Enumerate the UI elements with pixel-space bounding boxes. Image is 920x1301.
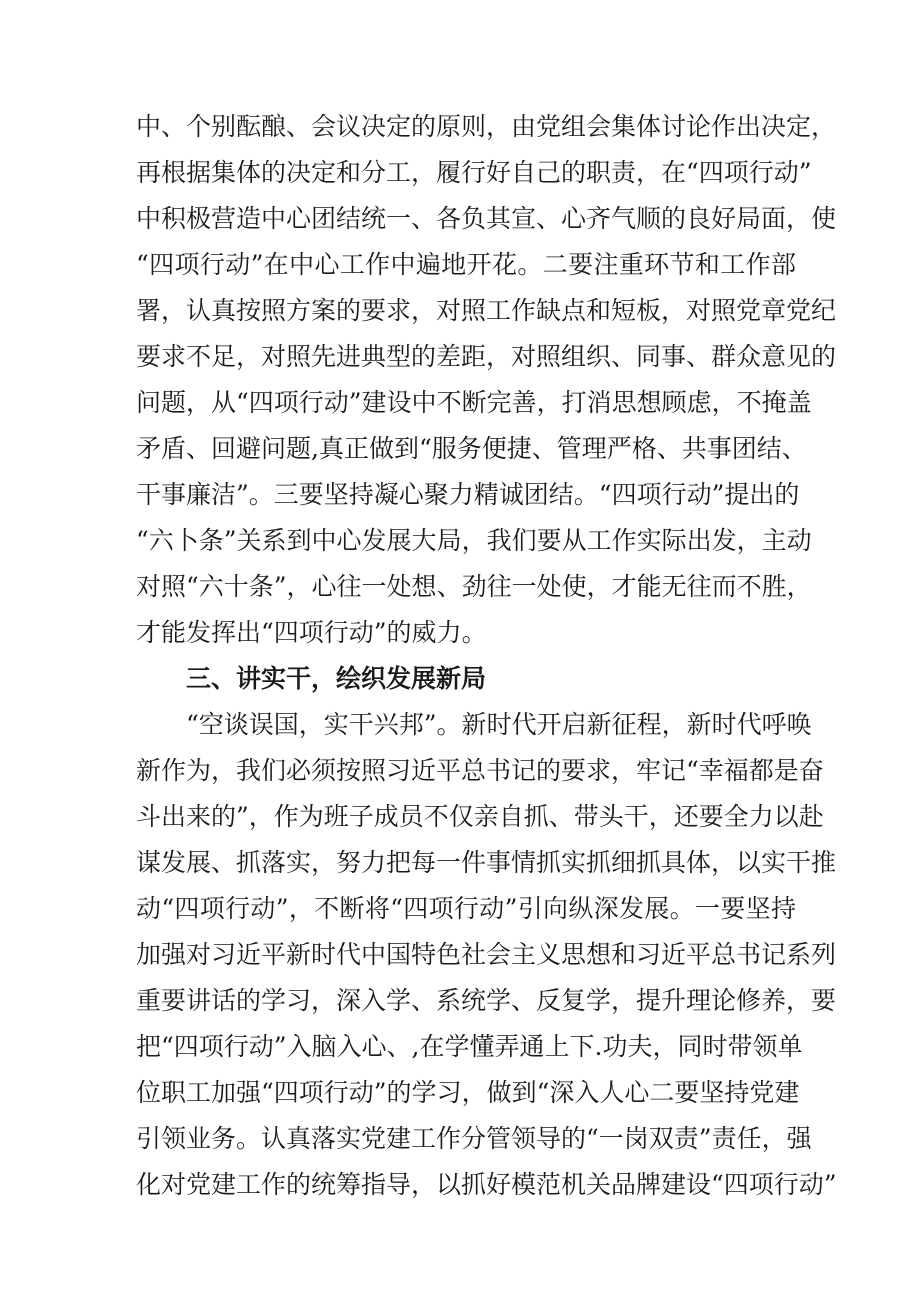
paragraph-2-line-1: “空谈误国，实干兴邦”。新时代开启新征程，新时代呼唤 bbox=[186, 710, 812, 739]
paragraph-1-line-1: 中、个别酝酿、会议决定的原则，由党组会集体讨论作出决定， bbox=[136, 112, 837, 141]
paragraph-1-line-2: 再根据集体的决定和分工，履行好自己的职责，在“四项行动” bbox=[136, 158, 812, 187]
paragraph-2-line-10: 引领业务。认真落实党建工作分管领导的“一岗双责”责任，强 bbox=[136, 1124, 812, 1153]
paragraph-1-line-5: 署，认真按照方案的要求，对照工作缺点和短板，对照党章党纪 bbox=[136, 296, 837, 325]
paragraph-2-line-5: 动“四项行动”，不断将“四项行动”引向纵深发展。一要坚持 bbox=[136, 894, 796, 923]
paragraph-2-line-3: 斗出来的”，作为班子成员不仅亲自抓、带头干，还要全力以赴 bbox=[136, 802, 824, 831]
paragraph-2-line-8: 把“四项行动”入脑入心、,在学懂弄通上下.功夫，同时带领单 bbox=[136, 1032, 803, 1061]
paragraph-2-line-7: 重要讲话的学习，深入学、系统学、反复学，提升理论修养，要 bbox=[136, 986, 837, 1015]
section-heading: 三、讲实干，绘织发展新局 bbox=[186, 664, 487, 693]
paragraph-1-line-4: “四项行动”在中心工作中遍地开花。二要注重环节和工作部 bbox=[136, 250, 796, 279]
paragraph-2-line-4: 谋发展、抓落实，努力把每一件事情抓实抓细抓具体，以实干推 bbox=[136, 848, 837, 877]
paragraph-2-line-2: 新作为，我们必须按照习近平总书记的要求，牢记“幸福都是奋 bbox=[136, 756, 824, 785]
paragraph-1-line-9: 干事廉洁”。三要坚持凝心聚力精诚团结。“四项行动”提出的 bbox=[136, 480, 800, 509]
paragraph-2-line-6: 加强对习近平新时代中国特色社会主义思想和习近平总书记系列 bbox=[136, 940, 837, 969]
paragraph-1-line-10: “六卜条”关系到中心发展大局，我们要从工作实际出发，主动 bbox=[136, 526, 812, 555]
paragraph-1-line-11: 对照“六十条”，心往一处想、劲往一处使，才能无往而不胜， bbox=[136, 572, 812, 601]
paragraph-2-line-11: 化对党建工作的统筹指导，以抓好模范机关品牌建设“四项行动” bbox=[136, 1170, 837, 1199]
paragraph-1-line-7: 问题，从“四项行动”建设中不断完善，打消思想顾虑，不掩盖 bbox=[136, 388, 812, 417]
paragraph-1-line-8: 矛盾、回避问题,真正做到“服务便捷、管理严格、共事团结、 bbox=[136, 434, 807, 463]
paragraph-1-line-12: 才能发挥出“四项行动”的威力。 bbox=[136, 618, 487, 647]
paragraph-2-line-9: 位职工加强“四项行动”的学习，做到“深入人心二要坚持党建 bbox=[136, 1078, 800, 1107]
paragraph-1-line-6: 要求不足，对照先进典型的差距，对照组织、同事、群众意见的 bbox=[136, 342, 837, 371]
paragraph-1-line-3: 中积极营造中心团结统一、各负其宣、心齐气顺的良好局面，使 bbox=[136, 204, 837, 233]
